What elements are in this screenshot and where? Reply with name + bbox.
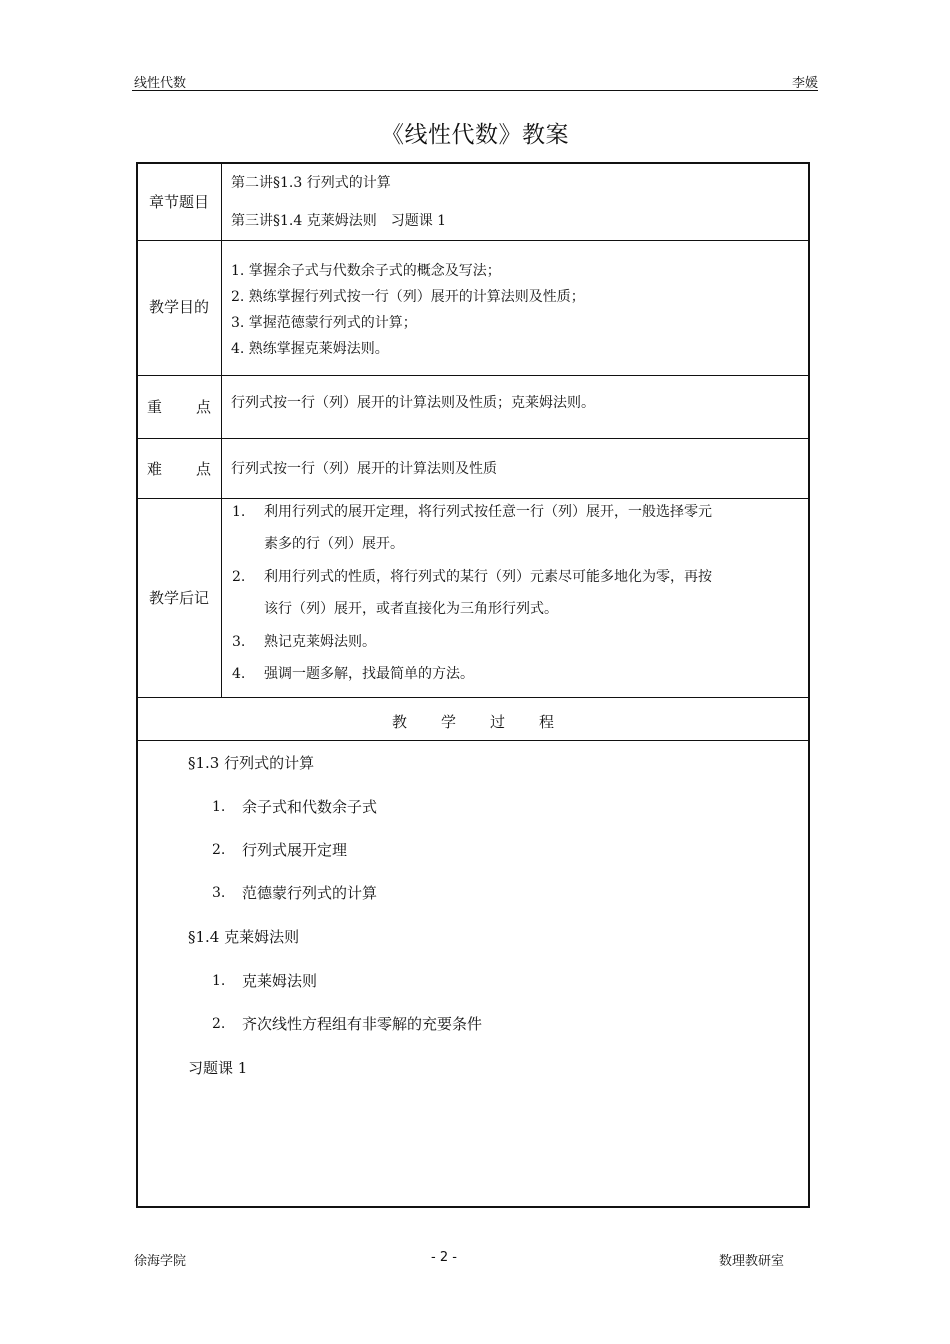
process-item: 余子式和代数余子式 [242,798,378,816]
process-number: 1. [212,799,226,815]
row-divider [136,697,810,698]
row-divider [136,438,810,439]
difficulties-text: 行列式按一行（列）展开的计算法则及性质 [231,461,497,477]
document-title: 《线性代数》教案 [381,122,569,148]
postscript-line: 强调一题多解，找最简单的方法。 [264,666,474,682]
process-header-char: 学 [440,713,456,731]
process-number: 2. [212,1016,226,1032]
goal-item: 1. 掌握余子式与代数余子式的概念及写法； [231,263,501,279]
process-item: 齐次线性方程组有非零解的充要条件 [242,1015,483,1033]
row-divider [136,375,810,376]
postscript-line: 素多的行（列）展开。 [264,536,404,552]
postscript-line: 该行（列）展开，或者直接化为三角形行列式。 [264,601,558,617]
process-header-char: 程 [539,713,555,731]
chapter-line-2: 第三讲§1.4 克莱姆法则 习题课 1 [231,213,447,229]
postscript-line: 利用行列式的性质，将行列式的某行（列）元素尽可能多地化为零，再按 [264,569,712,585]
section-title: §1.4 克莱姆法则 [188,928,300,946]
difficulties-label [137,462,221,477]
process-number: 2. [212,842,226,858]
chapter-line-1: 第二讲§1.3 行列式的计算 [231,175,391,191]
goals-label: 教学目的 [148,298,209,316]
difficulties-label-char: 难 [147,460,163,478]
process-item: 行列式展开定理 [242,841,348,859]
key-points-label [137,400,221,415]
goal-item: 4. 熟练掌握克莱姆法则。 [231,341,389,357]
header-rule [132,90,818,91]
section-title: §1.3 行列式的计算 [188,754,315,772]
process-header-char: 过 [490,713,506,731]
row-divider [136,498,810,499]
row-divider [136,240,810,241]
page-number: - 2 - [431,1250,457,1265]
chapter-label: 章节题目 [148,193,209,211]
postscript-line: 熟记克莱姆法则。 [264,634,376,650]
difficulties-label-char: 点 [195,460,211,478]
key-points-label-char: 点 [195,398,211,416]
process-item: 克莱姆法则 [242,972,318,990]
process-header [137,711,809,732]
footer-school: 徐海学院 [134,1254,187,1269]
label-column-divider [221,162,222,698]
process-number: 3. [212,885,226,901]
process-item: 范德蒙行列式的计算 [242,884,378,902]
postscript-number: 2. [232,569,246,585]
exercise-title: 习题课 1 [188,1059,248,1077]
header-course: 线性代数 [134,76,187,91]
footer-department: 数理教研室 [718,1254,784,1269]
goal-item: 2. 熟练掌握行列式按一行（列）展开的计算法则及性质； [231,289,585,305]
postscript-label: 教学后记 [148,589,209,607]
postscript-number: 3. [232,634,246,650]
postscript-line: 利用行列式的展开定理，将行列式按任意一行（列）展开，一般选择零元 [264,504,712,520]
key-points-text: 行列式按一行（列）展开的计算法则及性质；克莱姆法则。 [231,395,595,411]
postscript-number: 4. [232,666,246,682]
process-number: 1. [212,973,226,989]
process-header-char: 教 [391,713,407,731]
row-divider [136,740,810,741]
goal-item: 3. 掌握范德蒙行列式的计算； [231,315,417,331]
postscript-number: 1. [232,504,246,520]
header-author: 李媛 [791,76,818,91]
key-points-label-char: 重 [147,398,163,416]
